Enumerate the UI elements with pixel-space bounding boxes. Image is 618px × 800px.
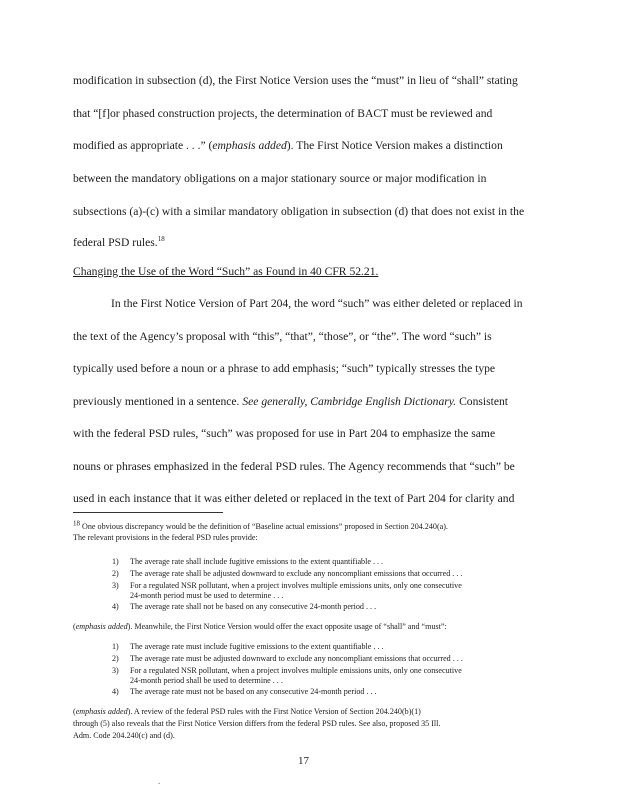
list-item-text: The average rate must not be based on any consecutive 24-month period . . .	[130, 687, 377, 696]
footnote-line: Adm. Code 204.240(c) and (d).	[73, 731, 175, 740]
list-item-text: 24-month period must be used to determine . . .	[130, 591, 284, 600]
list-item-text: For a regulated NSR pollutant, when a project involves multiple emissions units, only one consecutive	[130, 581, 462, 590]
page-number: 17	[298, 755, 309, 767]
body-line: used in each instance that it was either deleted or replaced in the text of Part 204 for clarity and	[73, 492, 515, 505]
list-item-text: For a regulated NSR pollutant, when a project involves multiple emissions units, only one consecutive	[130, 666, 462, 675]
body-line: the text of the Agency’s proposal with “this”, “that”, “those”, or “the”. The word “such” is	[73, 330, 492, 343]
body-line: with the federal PSD rules, “such” was proposed for use in Part 204 to emphasize the same	[73, 427, 496, 440]
list-item-text: 24-month period shall be used to determine . . .	[130, 676, 283, 685]
footnote-divider	[73, 512, 223, 513]
scan-artifact: .	[158, 776, 161, 786]
footnote-line: $^{18}$ One obvious discrepancy would be the definition of “Baseline actual emissions” proposed in Section 204.240(a).	[73, 519, 448, 531]
list-item-text: The average rate shall be adjusted downward to exclude any noncompliant emissions that occurred . . .	[130, 569, 463, 578]
body-line: that “[f]or phased construction projects, the determination of BACT must be reviewed and	[73, 107, 493, 120]
body-line: previously mentioned in a sentence. See generally, Cambridge English Dictionary. Consistent	[73, 395, 509, 408]
body-line: modification in subsection (d), the First Notice Version uses the “must” in lieu of “shall” stating	[73, 74, 518, 87]
list-item-text: The average rate shall include fugitive emissions to the extent quantifiable . . .	[130, 557, 384, 566]
footnote-line: (emphasis added). A review of the federal PSD rules with the First Notice Version of Section 204.240(b)(1)	[73, 707, 421, 716]
body-line: nouns or phrases emphasized in the federal PSD rules. The Agency recommends that “such” be	[73, 460, 515, 473]
list-item-number: 3)	[112, 581, 119, 590]
list-item-number: 4)	[112, 602, 119, 611]
list-item-number: 1)	[112, 642, 119, 651]
body-line: typically used before a noun or a phrase to add emphasis; “such” typically stresses the type	[73, 362, 496, 375]
section-heading: Changing the Use of the Word “Such” as Found in 40 CFR 52.21.	[73, 265, 379, 278]
footnote-line: through (5) also reveals that the First Notice Version differs from the federal PSD rules. See also, proposed 35 Ill.	[73, 719, 441, 728]
footnote-reference: 18	[157, 235, 165, 244]
list-item-text: The average rate must be adjusted downward to exclude any noncompliant emissions that occurred . . .	[130, 654, 463, 663]
list-item-text: The average rate shall not be based on any consecutive 24-month period . . .	[130, 602, 377, 611]
footnote-line: The relevant provisions in the federal PSD rules provide:	[73, 533, 258, 542]
body-line: between the mandatory obligations on a major stationary source or major modification in	[73, 172, 487, 185]
list-item-number: 3)	[112, 666, 119, 675]
list-item-number: 2)	[112, 654, 119, 663]
footnote-line: (emphasis added). Meanwhile, the First Notice Version would offer the exact opposite usage of “shall” and “must”:	[73, 622, 447, 631]
body-line: subsections (a)-(c) with a similar mandatory obligation in subsection (d) that does not exist in the	[73, 205, 525, 218]
list-item-text: The average rate must include fugitive emissions to the extent quantifiable . . .	[130, 642, 384, 651]
body-line: modified as appropriate . . .” (emphasis added). The First Notice Version makes a distinction	[73, 139, 503, 152]
list-item-number: 2)	[112, 569, 119, 578]
list-item-number: 1)	[112, 557, 119, 566]
list-item-number: 4)	[112, 687, 119, 696]
body-line: federal PSD rules.$^{18}$	[73, 235, 165, 249]
body-line: In the First Notice Version of Part 204, the word “such” was either deleted or replaced in	[111, 297, 523, 310]
